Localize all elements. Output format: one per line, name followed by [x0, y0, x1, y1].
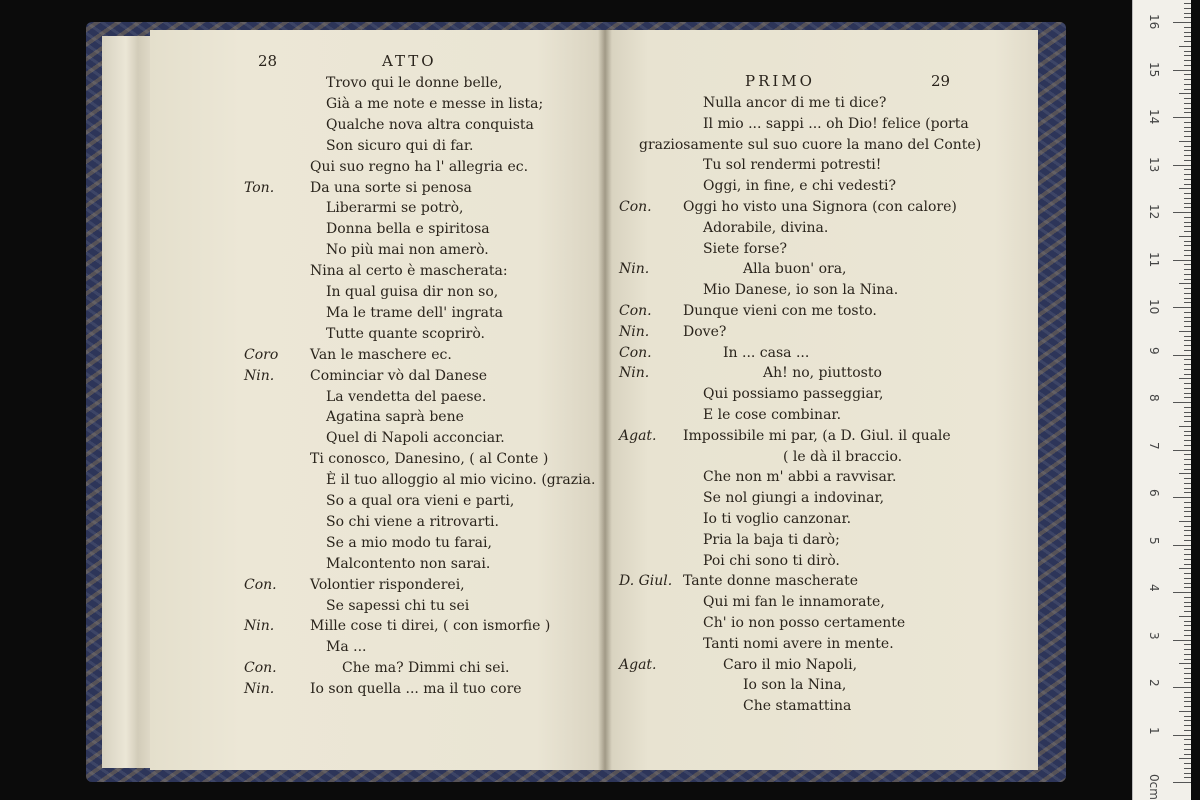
ruler-tick	[1184, 730, 1191, 731]
ruler-tick	[1184, 635, 1191, 636]
verse-line: Poi chi sono ti dirò.	[703, 552, 840, 569]
ruler-tick	[1184, 673, 1191, 674]
speaker-label: Con.	[244, 576, 277, 593]
ruler-tick	[1184, 3, 1191, 4]
ruler-tick	[1179, 473, 1191, 474]
verse-line: Il mio ... sappi ... oh Dio! felice (porta	[703, 115, 969, 132]
ruler-tick	[1184, 264, 1191, 265]
ruler-tick	[1173, 545, 1191, 546]
ruler-tick	[1184, 274, 1191, 275]
ruler-tick	[1184, 98, 1191, 99]
ruler-tick	[1184, 160, 1191, 161]
ruler-tick	[1184, 155, 1191, 156]
ruler-tick	[1179, 331, 1191, 332]
ruler-tick	[1184, 169, 1191, 170]
ruler-tick	[1179, 188, 1191, 189]
ruler-tick	[1184, 179, 1191, 180]
ruler-tick	[1184, 8, 1191, 9]
verse-line: È il tuo alloggio al mio vicino. (grazia.	[326, 472, 596, 489]
ruler-tick	[1184, 720, 1191, 721]
page-number: 29	[931, 72, 951, 90]
speaker-label: Ton.	[244, 179, 275, 196]
verse-line: Io son quella ... ma il tuo core	[310, 681, 522, 698]
ruler-tick	[1184, 222, 1191, 223]
ruler-tick	[1184, 312, 1191, 313]
ruler-tick	[1184, 697, 1191, 698]
ruler-tick	[1184, 250, 1191, 251]
ruler-tick	[1184, 388, 1191, 389]
ruler-tick	[1184, 340, 1191, 341]
ruler-tick	[1184, 706, 1191, 707]
ruler-tick	[1184, 150, 1191, 151]
ruler-tick	[1173, 70, 1191, 71]
ruler-tick	[1184, 507, 1191, 508]
ruler-tick	[1179, 426, 1191, 427]
ruler-tick	[1184, 112, 1191, 113]
ruler-tick	[1184, 207, 1191, 208]
verse-line: Trovo qui le donne belle,	[326, 75, 503, 91]
verse-line: Dunque vieni con me tosto.	[683, 303, 877, 319]
ruler-tick	[1184, 89, 1191, 90]
ruler-tick	[1184, 659, 1191, 660]
speaker-label: Nin.	[244, 618, 275, 635]
ruler-label: 7	[1147, 441, 1161, 450]
ruler-tick	[1184, 649, 1191, 650]
ruler-tick	[1173, 687, 1191, 688]
ruler-tick	[1184, 108, 1191, 109]
ruler-tick	[1184, 583, 1191, 584]
verse-line: Che ma? Dimmi chi sei.	[342, 660, 510, 677]
ruler-tick	[1184, 682, 1191, 683]
verse-line: Già a me note e messe in lista;	[326, 95, 544, 112]
ruler-tick	[1173, 307, 1191, 308]
ruler-tick	[1184, 32, 1191, 33]
ruler-label: 14	[1147, 109, 1161, 125]
ruler-tick	[1184, 226, 1191, 227]
ruler-tick	[1184, 768, 1191, 769]
ruler-tick	[1184, 606, 1191, 607]
ruler-tick	[1184, 516, 1191, 517]
ruler-tick	[1179, 46, 1191, 47]
ruler-tick	[1184, 60, 1191, 61]
ruler-tick	[1179, 93, 1191, 94]
verse-line: Oggi, in fine, e chi vedesti?	[703, 178, 897, 195]
verse-line: Ti conosco, Danesino, ( al Conte )	[310, 451, 549, 468]
ruler-tick	[1184, 302, 1191, 303]
verse-line: Agatina saprà bene	[326, 409, 464, 426]
verse-line: Qui possiamo passeggiar,	[703, 386, 884, 403]
ruler-tick	[1184, 654, 1191, 655]
ruler-label: 12	[1147, 204, 1161, 220]
page-header: PRIMO	[745, 72, 815, 90]
ruler-tick	[1184, 345, 1191, 346]
ruler-tick	[1184, 554, 1191, 555]
ruler-tick	[1184, 559, 1191, 560]
ruler-label: 5	[1147, 536, 1161, 545]
speaker-label: Con.	[619, 344, 652, 361]
ruler-label: 9	[1147, 346, 1161, 355]
ruler-tick	[1179, 758, 1191, 759]
verse-line: Adorabile, divina.	[703, 219, 829, 236]
verse-line: Ma le trame dell' ingrata	[326, 304, 503, 321]
ruler-tick	[1184, 440, 1191, 441]
ruler-tick	[1184, 502, 1191, 503]
ruler-tick	[1184, 578, 1191, 579]
ruler-tick	[1184, 184, 1191, 185]
verse-line: Da una sorte si penosa	[310, 179, 472, 196]
ruler-tick	[1184, 564, 1191, 565]
ruler-label: 3	[1147, 631, 1161, 640]
ruler-tick	[1184, 321, 1191, 322]
speaker-label: Agat.	[619, 427, 657, 444]
ruler-tick	[1184, 549, 1191, 550]
ruler-tick	[1173, 497, 1191, 498]
ruler-tick	[1184, 744, 1191, 745]
verse-line: Van le maschere ec.	[310, 346, 452, 363]
verse-line: Mio Danese, io son la Nina.	[703, 282, 899, 299]
ruler-tick	[1179, 616, 1191, 617]
ruler-tick	[1184, 326, 1191, 327]
ruler-tick	[1184, 127, 1191, 128]
page-number: 28	[258, 52, 278, 70]
ruler-tick	[1184, 668, 1191, 669]
ruler-tick	[1184, 464, 1191, 465]
verse-line: ( le dà il braccio.	[783, 448, 903, 465]
ruler-tick	[1184, 754, 1191, 755]
ruler-tick	[1184, 602, 1191, 603]
ruler-tick	[1184, 530, 1191, 531]
verse-line: Impossibile mi par, (a D. Giul. il quale	[683, 427, 951, 444]
verse-line: Dove?	[683, 323, 727, 340]
verse-line: Io son la Nina,	[743, 677, 847, 694]
speaker-label: Con.	[619, 199, 652, 215]
ruler-tick	[1184, 511, 1191, 512]
ruler-tick	[1179, 378, 1191, 379]
ruler-tick	[1184, 364, 1191, 365]
ruler-tick	[1173, 117, 1191, 118]
verse-line: Tanti nomi avere in mente.	[703, 635, 894, 652]
ruler-tick	[1184, 587, 1191, 588]
speaker-label: Nin.	[619, 323, 650, 340]
ruler-tick	[1184, 678, 1191, 679]
ruler-tick	[1184, 293, 1191, 294]
ruler-tick	[1179, 283, 1191, 284]
ruler-tick	[1184, 416, 1191, 417]
ruler-tick	[1184, 298, 1191, 299]
ruler-tick	[1184, 131, 1191, 132]
speaker-label: Nin.	[619, 261, 650, 278]
verse-line: Ah! no, piuttosto	[763, 365, 882, 382]
ruler-tick	[1184, 621, 1191, 622]
verse-line: Liberarmi se potrò,	[326, 200, 464, 217]
verse-line: So a qual ora vieni e parti,	[326, 493, 515, 509]
ruler-tick	[1184, 692, 1191, 693]
ruler-tick	[1179, 663, 1191, 664]
ruler-tick	[1184, 146, 1191, 147]
verse-line: Se nol giungi a indovinar,	[703, 490, 885, 507]
ruler-tick	[1184, 369, 1191, 370]
ruler-tick	[1184, 488, 1191, 489]
ruler-tick	[1184, 535, 1191, 536]
ruler-tick	[1184, 65, 1191, 66]
ruler-tick	[1184, 217, 1191, 218]
ruler-tick	[1184, 773, 1191, 774]
verse-line: Che stamattina	[743, 698, 852, 715]
page-header: ATTO	[382, 52, 437, 70]
verse-line: E le cose combinar.	[703, 407, 842, 423]
verse-line: Tutte quante scoprirò.	[326, 325, 485, 342]
ruler-tick	[1179, 141, 1191, 142]
ruler-tick	[1184, 597, 1191, 598]
ruler-tick	[1184, 445, 1191, 446]
ruler-label: 2	[1147, 679, 1161, 687]
verse-line: Quel di Napoli acconciar.	[326, 430, 505, 447]
ruler-tick	[1184, 36, 1191, 37]
ruler-tick	[1173, 260, 1191, 261]
speaker-label: Con.	[244, 660, 277, 677]
ruler-tick	[1184, 573, 1191, 574]
verse-line: Son sicuro qui di far.	[326, 137, 474, 154]
speaker-label: Con.	[619, 303, 652, 319]
ruler-tick	[1184, 483, 1191, 484]
ruler-tick	[1184, 393, 1191, 394]
verse-line: Che non m' abbi a ravvisar.	[703, 469, 897, 486]
ruler-tick	[1184, 174, 1191, 175]
speaker-label: Agat.	[619, 656, 657, 673]
ruler-tick	[1184, 397, 1191, 398]
speaker-label: Nin.	[244, 367, 275, 384]
verse-line: So chi viene a ritrovarti.	[326, 513, 499, 530]
ruler-tick	[1184, 74, 1191, 75]
ruler-tick	[1184, 469, 1191, 470]
verse-line: Caro il mio Napoli,	[723, 656, 858, 673]
ruler-tick	[1173, 355, 1191, 356]
ruler-tick	[1184, 611, 1191, 612]
ruler-tick	[1184, 79, 1191, 80]
verse-line: Pria la baja ti darò;	[703, 531, 840, 548]
verse-line: Io ti voglio canzonar.	[703, 511, 852, 527]
ruler-tick	[1184, 84, 1191, 85]
ruler-tick	[1179, 236, 1191, 237]
verse-line: Ch' io non posso certamente	[703, 615, 906, 631]
ruler-tick	[1184, 454, 1191, 455]
speaker-label: D. Giul.	[619, 573, 673, 590]
ruler-tick	[1184, 317, 1191, 318]
ruler-label: 1	[1147, 726, 1161, 735]
ruler-tick	[1184, 13, 1191, 14]
ruler-tick	[1184, 435, 1191, 436]
ruler-tick	[1173, 450, 1191, 451]
ruler-tick	[1184, 198, 1191, 199]
ruler-tick	[1184, 231, 1191, 232]
ruler-tick	[1184, 421, 1191, 422]
book-gutter	[598, 30, 612, 770]
ruler-tick	[1179, 521, 1191, 522]
ruler-tick	[1184, 459, 1191, 460]
ruler-tick	[1184, 412, 1191, 413]
ruler-tick	[1173, 402, 1191, 403]
speaker-label: Nin.	[244, 681, 275, 698]
ruler-tick	[1184, 136, 1191, 137]
ruler-label: 8	[1147, 394, 1161, 402]
ruler-label: 6	[1147, 489, 1161, 497]
verse-line: Se a mio modo tu farai,	[326, 534, 492, 551]
ruler-tick	[1173, 592, 1191, 593]
ruler-tick	[1184, 540, 1191, 541]
verse-line: Volontier risponderei,	[310, 576, 465, 593]
ruler-label: 15	[1147, 61, 1161, 77]
ruler-tick	[1184, 17, 1191, 18]
speaker-label: Coro	[244, 346, 279, 363]
ruler-tick	[1184, 374, 1191, 375]
verse-line: Qui suo regno ha l' allegria ec.	[310, 158, 529, 175]
verse-line: In ... casa ...	[723, 344, 810, 361]
ruler-tick	[1184, 255, 1191, 256]
ruler-tick	[1184, 630, 1191, 631]
ruler-tick	[1184, 27, 1191, 28]
ruler-tick	[1184, 203, 1191, 204]
speaker-label: Nin.	[619, 365, 650, 382]
ruler-tick	[1184, 644, 1191, 645]
ruler-label: 4	[1147, 584, 1161, 592]
ruler-tick	[1173, 165, 1191, 166]
ruler-tick	[1184, 336, 1191, 337]
ruler-label: 11	[1147, 251, 1161, 267]
ruler-tick	[1184, 701, 1191, 702]
ruler-tick	[1184, 41, 1191, 42]
verse-line: Ma ...	[326, 639, 367, 656]
ruler-tick	[1184, 245, 1191, 246]
ruler-label: 10	[1147, 299, 1161, 315]
ruler-tick	[1173, 22, 1191, 23]
ruler-tick	[1184, 739, 1191, 740]
verse-line: Cominciar vò dal Danese	[310, 367, 488, 384]
ruler-tick	[1179, 711, 1191, 712]
verse-line: Siete forse?	[703, 240, 787, 257]
ruler-tick	[1184, 51, 1191, 52]
verse-line: Tante donne mascherate	[683, 573, 859, 590]
ruler-tick	[1173, 782, 1191, 783]
ruler-tick	[1184, 431, 1191, 432]
verse-line: Nulla ancor di me ti dice?	[703, 95, 887, 111]
ruler-tick	[1184, 478, 1191, 479]
ruler-tick	[1184, 492, 1191, 493]
ruler-tick	[1184, 725, 1191, 726]
ruler-tick	[1184, 122, 1191, 123]
ruler-tick	[1184, 269, 1191, 270]
verse-line: La vendetta del paese.	[326, 388, 487, 405]
ruler-tick	[1184, 241, 1191, 242]
verse-line: Donna bella e spiritosa	[326, 221, 490, 238]
ruler-label: 13	[1147, 156, 1161, 172]
verse-line: Qualche nova altra conquista	[326, 116, 534, 133]
ruler-tick	[1173, 212, 1191, 213]
measuring-ruler	[1132, 0, 1191, 800]
verse-line: Qui mi fan le innamorate,	[703, 594, 885, 611]
ruler-tick	[1184, 359, 1191, 360]
ruler-label: 16	[1147, 14, 1161, 30]
ruler-tick	[1173, 640, 1191, 641]
ruler-tick	[1184, 288, 1191, 289]
verse-line: Malcontento non sarai.	[326, 555, 491, 572]
verse-line: Se sapessi chi tu sei	[326, 597, 470, 614]
verse-line: Tu sol rendermi potresti!	[703, 157, 882, 174]
ruler-tick	[1184, 763, 1191, 764]
ruler-tick	[1184, 193, 1191, 194]
ruler-tick	[1184, 350, 1191, 351]
ruler-tick	[1184, 103, 1191, 104]
ruler-tick	[1184, 383, 1191, 384]
ruler-tick	[1184, 526, 1191, 527]
ruler-tick	[1184, 407, 1191, 408]
ruler-tick	[1184, 777, 1191, 778]
verse-line: No più mai non amerò.	[326, 242, 489, 259]
ruler-label: 0cm	[1147, 774, 1161, 800]
ruler-tick	[1184, 625, 1191, 626]
ruler-tick	[1184, 749, 1191, 750]
verse-line: Oggi ho visto una Signora (con calore)	[683, 199, 957, 215]
ruler-tick	[1184, 716, 1191, 717]
verse-line: Mille cose ti direi, ( con ismorfie )	[310, 618, 551, 635]
ruler-tick	[1173, 735, 1191, 736]
ruler-tick	[1184, 279, 1191, 280]
left-page	[150, 30, 605, 770]
verse-line: In qual guisa dir non so,	[326, 284, 499, 300]
ruler-tick	[1179, 568, 1191, 569]
verse-line: Nina al certo è mascherata:	[310, 263, 508, 280]
verse-line: Alla buon' ora,	[743, 261, 847, 278]
verse-line: graziosamente sul suo cuore la mano del Conte)	[639, 136, 982, 153]
right-page	[605, 30, 1038, 770]
ruler-tick	[1184, 55, 1191, 56]
